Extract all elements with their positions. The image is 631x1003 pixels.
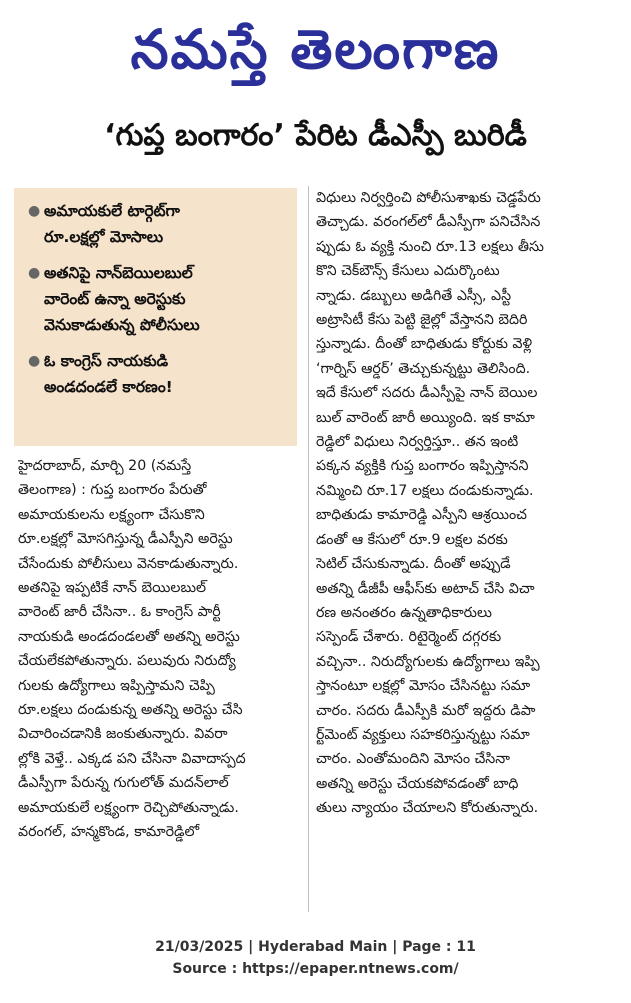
body-line: న్నాడు. డబ్బులు అడిగితే ఎస్సీ, ఎస్టీ (316, 287, 512, 304)
highlight-line: రూ.లక్షల్లో మోసాలు (44, 228, 164, 246)
body-line: నాయకుడి అండదండలతో అతన్ని అరెస్టు (18, 628, 240, 645)
body-line: బాధితుడు కామారెడ్డి ఎస్పీని ఆశ్రయించ (316, 507, 527, 524)
body-line: రణ అనంతరం ఉన్నతాధికారులు (316, 604, 492, 621)
body-line: సెటిల్ చేసుకున్నాడు. దీంతో అప్పుడే (316, 556, 511, 573)
body-line: అట్రాసిటీ కేసు పెట్టి జైల్లో వేస్తానని బెదిరి (316, 312, 528, 329)
highlight-text (44, 198, 180, 250)
body-line: స్తానంటూ లక్షల్లో మోసం చేసినట్టు సమా (316, 678, 531, 695)
article-headline: ‘గుప్త బంగారం’ పేరిట డీఎస్పీ బురిడీ (104, 118, 527, 153)
highlight-line: వారెంట్ ఉన్నా అరెస్టుకు (44, 290, 186, 308)
highlights-box (14, 188, 297, 446)
highlight-item (28, 260, 287, 338)
body-line: హైదరాబాద్, మార్చి 20 (నమస్తే (18, 458, 192, 474)
body-line: ఇదే కేసులో సదరు డీఎస్పీపై నాన్ బెయిల (316, 385, 538, 402)
body-line: ల్లోకి వెళ్తే.. ఎక్కడ పని చేసినా వివాదాస్పద (18, 750, 246, 767)
body-line: రూ.లక్షల్లో మోసగిస్తున్న డీఎస్పీని అరెస్టు (18, 531, 233, 548)
body-line: తెలంగాణ) : గుప్త బంగారం పేరుతో (18, 482, 207, 499)
highlight-line: అమాయకులే టార్గెట్‌గా (44, 202, 180, 220)
body-line: ర్ట్‌మెంట్ వ్యక్తులు సహకరిస్తున్నట్టు సమా (316, 726, 530, 743)
article-body-right-column (316, 186, 612, 821)
body-line: ‘గార్నిస్ ఆర్డర్’ తెచ్చుకున్నట్టు తెలిసింది. (316, 360, 531, 377)
highlight-text (44, 260, 200, 338)
highlight-line: వెనుకాడుతున్న పోలీసులు (44, 316, 200, 334)
body-line: అతన్ని డీజీపీ ఆఫీస్‌కు అటాచ్ చేసి విచా (316, 580, 535, 597)
body-line: ప్పుడు ఓ వ్యక్తి నుంచి రూ.13 లక్షలు తీసు (316, 238, 544, 255)
body-line: చారం. ఎంతోమందిని మోసం చేసినా (316, 751, 511, 768)
bullet-icon: ● (28, 203, 41, 219)
body-line: విచారించడానికి జంకుతున్నారు. వివరా (18, 726, 228, 743)
highlight-line: అండదండలే కారణం! (44, 378, 173, 396)
body-line: విధులు నిర్వర్తించి పోలీసుశాఖకు చెడ్డపేరు (316, 190, 541, 206)
body-line: చేయలేకపోతున్నారు. పలువురు నిరుద్యో (18, 653, 236, 670)
column-divider (308, 186, 309, 912)
body-line: నమ్మించి రూ.17 లక్షలు దండుకున్నాడు. (316, 482, 534, 499)
body-line: అతన్ని అరెస్టు చేయకపోవడంతో బాధి (316, 775, 519, 792)
body-line: చారం. సదరు డీఎస్పీకి మరో ఇద్దరు డిపా (316, 702, 536, 719)
body-line: రూ.లక్షలు దండుకున్న అతన్ని అరెస్టు చేసి (18, 702, 243, 719)
body-line: డంతో ఆ కేసులో రూ.9 లక్షల వరకు (316, 531, 508, 548)
edition-info: 21/03/2025 | Hyderabad Main | Page : 11 (155, 939, 476, 955)
masthead-logo-text: నమస్తే తెలంగాణ (130, 18, 501, 81)
body-line: రెడ్డిలో విధులు నిర్వర్తిస్తూ.. తన ఇంటి (316, 434, 519, 451)
masthead (0, 0, 631, 100)
body-line: అతనిపై ఇప్పటికే నాన్ బెయిలబుల్ (18, 580, 207, 597)
page-footer (0, 936, 631, 980)
body-line: కొని చెక్‌బౌన్స్ కేసులు ఎదుర్కొంటు (316, 263, 500, 280)
body-line: అమాయకులే లక్ష్యంగా రెచ్చిపోతున్నాడు. (18, 799, 239, 816)
body-line: బుల్ వారెంట్ జారీ అయ్యింది. ఇక కామా (316, 409, 535, 426)
article-body-left-column (18, 454, 300, 845)
body-line: చేసేందుకు పోలీసులు వెనకాడుతున్నారు. (18, 555, 239, 572)
highlight-line: అతనిపై నాన్‌బెయిలబుల్ (44, 264, 193, 282)
body-line: గులకు ఉద్యోగాలు ఇప్పిస్తామని చెప్పి (18, 677, 215, 694)
body-line: డీఎస్పీగా పేరున్న గుగులోత్ మదన్‌లాల్ (18, 775, 229, 792)
body-line: వచ్చినా.. నిరుద్యోగులకు ఉద్యోగాలు ఇప్పి (316, 653, 540, 670)
highlight-text (44, 348, 173, 400)
body-line: పక్కన వ్యక్తికి గుప్త బంగారం ఇప్పిస్తానని (316, 458, 529, 475)
body-line: సస్పెండ్ చేశారు. రిటైర్మెంట్ దగ్గరకు (316, 629, 502, 646)
body-line: అమాయకులను లక్ష్యంగా చేసుకొని (18, 506, 205, 523)
source-link[interactable]: Source : https://epaper.ntnews.com/ (172, 961, 459, 977)
body-line: తెచ్చాడు. వరంగల్‌లో డీఎస్పీగా పనిచేసిన (316, 214, 541, 231)
body-line: స్తున్నాడు. దీంతో బాధితుడు కోర్టుకు వెళ్లి (316, 336, 533, 353)
highlight-line: ఓ కాంగ్రెస్ నాయకుడి (44, 352, 169, 370)
body-line: వారెంట్ జారీ చేసినా.. ఓ కాంగ్రెస్ పార్టీ (18, 604, 221, 621)
body-line: తులు న్యాయం చేయాలని కోరుతున్నారు. (316, 800, 539, 817)
body-line: వరంగల్, హన్మకొండ, కామారెడ్డిలో (18, 824, 200, 841)
highlight-item (28, 348, 287, 400)
bullet-icon: ● (28, 265, 41, 281)
highlight-item (28, 198, 287, 250)
bullet-icon: ● (28, 353, 41, 369)
